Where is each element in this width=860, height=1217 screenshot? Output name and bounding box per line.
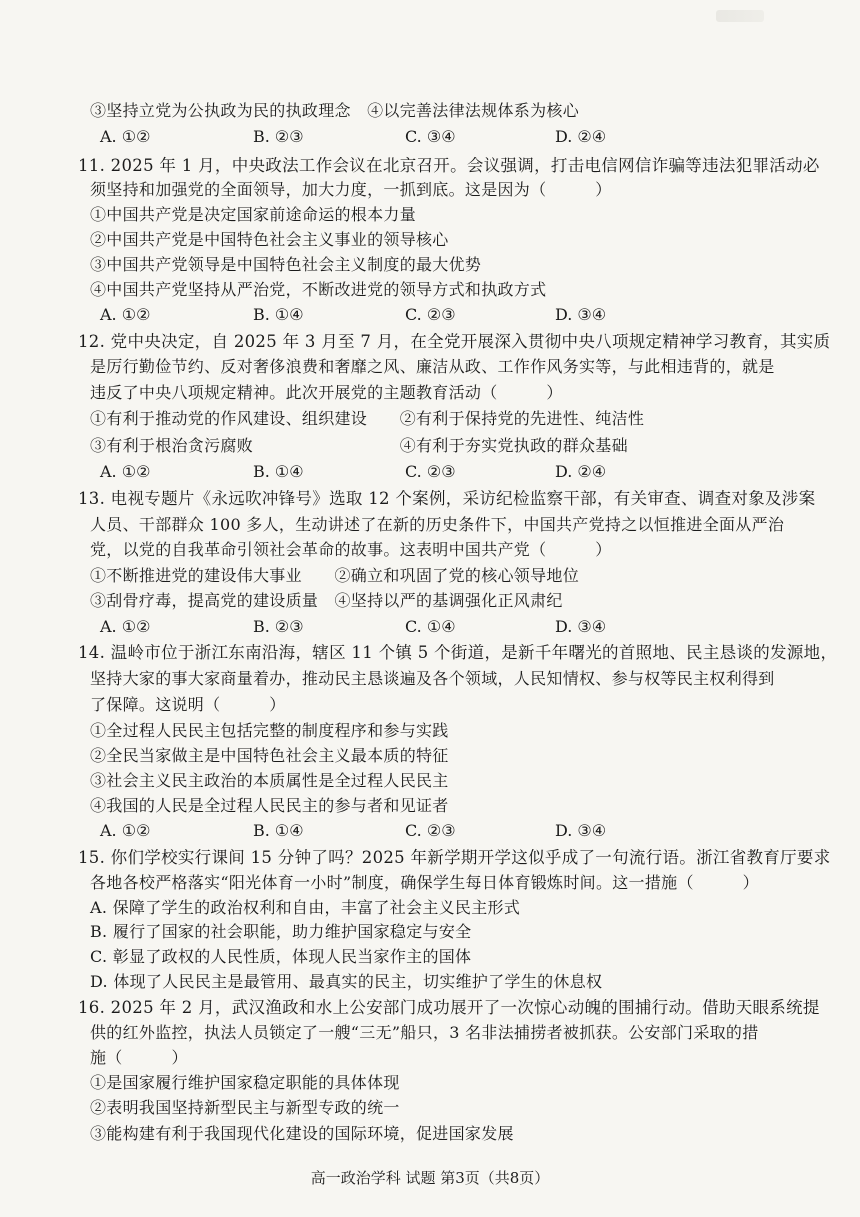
q11-choice-d: D. ③④: [555, 305, 607, 324]
q14-choice-d: D. ③④: [555, 821, 607, 840]
q15-stem-line-1: 15. 你们学校实行课间 15 分钟了吗？2025 年新学期开学这似乎成了一句流行语。浙江省教育厅要求: [78, 848, 831, 867]
q13-choice-d: D. ③④: [555, 617, 607, 636]
q10-choices: [0, 127, 860, 147]
q14-option-2: ②全民当家做主是中国特色社会主义最本质的特征: [90, 746, 449, 765]
q11-option-2: ②中国共产党是中国特色社会主义事业的领导核心: [90, 230, 449, 249]
q12-option-3-4: ③有利于根治贪污腐败 ④有利于夯实党执政的群众基础: [90, 436, 628, 455]
q16-stem-line-1: 16. 2025 年 2 月，武汉渔政和水上公安部门成功展开了一次惊心动魄的围捕行动。借助天眼系统提: [78, 998, 820, 1017]
q10-choice-a: A. ①②: [100, 127, 151, 146]
q16-option-1: ①是国家履行维护国家稳定职能的具体体现: [90, 1073, 400, 1092]
q14-stem-line-2: 坚持大家的事大家商量着办，推动民主恳谈遍及各个领域，人民知情权、参与权等民主权利得到: [90, 669, 775, 688]
q14-choice-a: A. ①②: [100, 821, 151, 840]
q16-stem-line-2: 供的红外监控，执法人员锁定了一艘“三无”船只，3 名非法捕捞者被抓获。公安部门采取的措: [90, 1023, 759, 1042]
q11-choice-a: A. ①②: [100, 305, 151, 324]
q16-option-2: ②表明我国坚持新型民主与新型专政的统一: [90, 1098, 400, 1117]
q13-choices: [0, 617, 860, 637]
q11-stem-line-1: 11. 2025 年 1 月，中央政法工作会议在北京召开。会议强调，打击电信网信诈骗等违法犯罪活动必: [78, 156, 820, 175]
q11-option-1: ①中国共产党是决定国家前途命运的根本力量: [90, 205, 417, 224]
q13-option-1-2: ①不断推进党的建设伟大事业 ②确立和巩固了党的核心领导地位: [90, 566, 580, 585]
q14-option-3: ③社会主义民主政治的本质属性是全过程人民民主: [90, 771, 449, 790]
q12-option-1-2: ①有利于推动党的作风建设、组织建设 ②有利于保持党的先进性、纯洁性: [90, 409, 645, 428]
q16-stem-line-3: 施（ ）: [90, 1048, 188, 1067]
q13-choice-c: C. ①④: [405, 617, 456, 636]
q10-choice-d: D. ②④: [555, 127, 607, 146]
q11-choice-c: C. ②③: [405, 305, 456, 324]
q11-stem-line-2: 须坚持和加强党的全面领导，加大力度，一抓到底。这是因为（ ）: [90, 180, 612, 199]
q12-choice-d: D. ②④: [555, 462, 607, 481]
q15-option-a: A. 保障了学生的政治权利和自由，丰富了社会主义民主形式: [90, 898, 521, 917]
q15-stem-line-2: 各地各校严格落实“阳光体育一小时”制度，确保学生每日体育锻炼时间。这一措施（ ）: [90, 873, 759, 892]
q13-option-3-4: ③刮骨疗毒，提高党的建设质量 ④坚持以严的基调强化正风肃纪: [90, 591, 563, 610]
q12-choice-a: A. ①②: [100, 462, 151, 481]
q12-choices: [0, 462, 860, 482]
q12-choice-c: C. ②③: [405, 462, 456, 481]
q14-stem-line-1: 14. 温岭市位于浙江东南沿海，辖区 11 个镇 5 个街道，是新千年曙光的首照地、民主恳谈的发源地，: [78, 643, 838, 662]
q14-choices: [0, 821, 860, 841]
q15-option-d: D. 体现了人民民主是最管用、最真实的民主，切实维护了学生的休息权: [90, 972, 603, 991]
q11-choices: [0, 305, 860, 325]
scan-mark: [716, 10, 764, 22]
q10-option-3-4: ③坚持立党为公执政为民的执政理念 ④以完善法律法规体系为核心: [90, 101, 580, 120]
q13-stem-line-2: 人员、干部群众 100 多人，生动讲述了在新的历史条件下，中国共产党持之以恒推进全面从严治: [90, 515, 785, 534]
q12-stem-line-2: 是厉行勤俭节约、反对奢侈浪费和奢靡之风、廉洁从政、工作作风务实等，与此相违背的，就是: [90, 357, 775, 376]
q13-stem-line-3: 党，以党的自我革命引领社会革命的故事。这表明中国共产党（ ）: [90, 540, 612, 559]
q12-stem-line-1: 12. 党中央决定，自 2025 年 3 月至 7 月，在全党开展深入贯彻中央八项规定精神学习教育，其实质: [78, 332, 831, 351]
q13-stem-line-1: 13. 电视专题片《永远吹冲锋号》选取 12 个案例，采访纪检监察干部，有关审查、调查对象及涉案: [78, 489, 816, 508]
q10-choice-c: C. ③④: [405, 127, 456, 146]
q12-choice-b: B. ①④: [253, 462, 304, 481]
q11-option-4: ④中国共产党坚持从严治党，不断改进党的领导方式和执政方式: [90, 280, 547, 299]
q11-choice-b: B. ①④: [253, 305, 304, 324]
page-footer: 高一政治学科 试题 第3页（共8页）: [310, 1169, 550, 1187]
q14-choice-b: B. ①④: [253, 821, 304, 840]
q16-option-3: ③能构建有利于我国现代化建设的国际环境，促进国家发展: [90, 1124, 514, 1143]
q14-option-1: ①全过程人民民主包括完整的制度程序和参与实践: [90, 721, 449, 740]
q12-stem-line-3: 违反了中央八项规定精神。此次开展党的主题教育活动（ ）: [90, 383, 563, 402]
q13-choice-a: A. ①②: [100, 617, 151, 636]
q15-option-c: C. 彰显了政权的人民性质，体现人民当家作主的国体: [90, 947, 472, 966]
q14-option-4: ④我国的人民是全过程人民民主的参与者和见证者: [90, 796, 449, 815]
q15-option-b: B. 履行了国家的社会职能，助力维护国家稳定与安全: [90, 922, 472, 941]
q14-stem-line-3: 了保障。这说明（ ）: [90, 695, 286, 714]
q10-choice-b: B. ②③: [253, 127, 304, 146]
q14-choice-c: C. ②③: [405, 821, 456, 840]
q13-choice-b: B. ②③: [253, 617, 304, 636]
q11-option-3: ③中国共产党领导是中国特色社会主义制度的最大优势: [90, 255, 482, 274]
